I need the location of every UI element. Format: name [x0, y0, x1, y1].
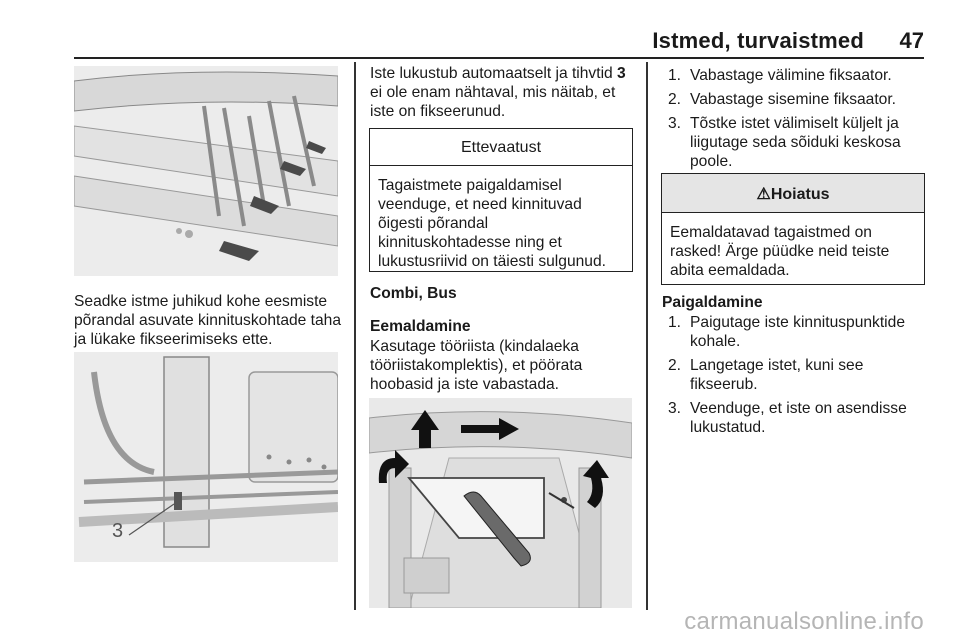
intro-callout-bold: 3: [617, 65, 626, 82]
list-item: 2. Vabastage sisemine fiksaator.: [668, 91, 897, 108]
seat-guide-drawing: [74, 66, 338, 276]
warning-text: Eemaldatavad tagaistmed on rasked! Ärge püüdke neid teiste abita eemaldada.: [670, 224, 890, 279]
intro-text-2: ei ole enam nähtaval, mis näitab, et iste on fikseerunud.: [370, 84, 616, 120]
column-divider-2: [646, 62, 648, 610]
list-item: 1. Paigutage iste kinnituspunktide kohale.: [668, 314, 905, 350]
locking-pin-illustration: [74, 352, 338, 562]
warning-title: Hoiatus: [770, 186, 830, 203]
install-steps-list: [668, 313, 918, 442]
intro-text-1: Iste lukustub automaatselt ja tihvtid: [370, 65, 618, 82]
watermark: carmanualsonline.info: [684, 608, 924, 635]
section-heading-combi-bus: Combi, Bus: [370, 285, 457, 302]
caption-seat-guides: Seadke istme juhikud kohe eesmiste põrandal asuvate kinnituskohtade taha ja lükake fikseerimiseks ette.: [74, 293, 342, 348]
list-item: 3. Tõstke istet välimiselt küljelt ja liigutage seda sõiduki keskosa poole.: [668, 115, 901, 170]
list-item: 3. Veenduge, et iste on asendisse lukustatud.: [668, 400, 907, 436]
install-heading: Paigaldamine: [662, 294, 763, 311]
removal-heading: Eemaldamine: [370, 318, 471, 335]
figure-callout-3: 3: [112, 520, 124, 542]
list-item: 2. Langetage istet, kuni see fikseerub.: [668, 357, 864, 393]
removal-paragraph: Kasutage tööriista (kindalaeka tööriistakomplektis), et pöörata hoobasid ja iste vabastada.: [370, 338, 583, 393]
page-header-title: Istmed, turvaistmed: [652, 28, 864, 53]
column-divider-1: [354, 62, 356, 610]
warning-box: [661, 173, 925, 285]
intro-paragraph: [370, 64, 638, 121]
release-tool-drawing: [369, 398, 632, 608]
removal-steps-list: [668, 66, 918, 176]
page-number: 47: [899, 28, 924, 53]
caution-title: Ettevaatust: [370, 129, 632, 166]
caution-text: Tagaistmete paigaldamisel veenduge, et need kinnituvad õigesti põrandal kinnituskohtadesse ning et lukustusriivid on täiesti sulgunud.: [378, 177, 606, 270]
list-item: 1. Vabastage välimine fiksaator.: [668, 67, 892, 84]
release-tool-illustration: [369, 398, 632, 608]
header-divider: [74, 57, 924, 59]
warning-header: [662, 174, 924, 213]
seat-guide-illustration: [74, 66, 338, 276]
warning-triangle-icon: ⚠: [756, 186, 771, 203]
caution-box: [369, 128, 633, 272]
